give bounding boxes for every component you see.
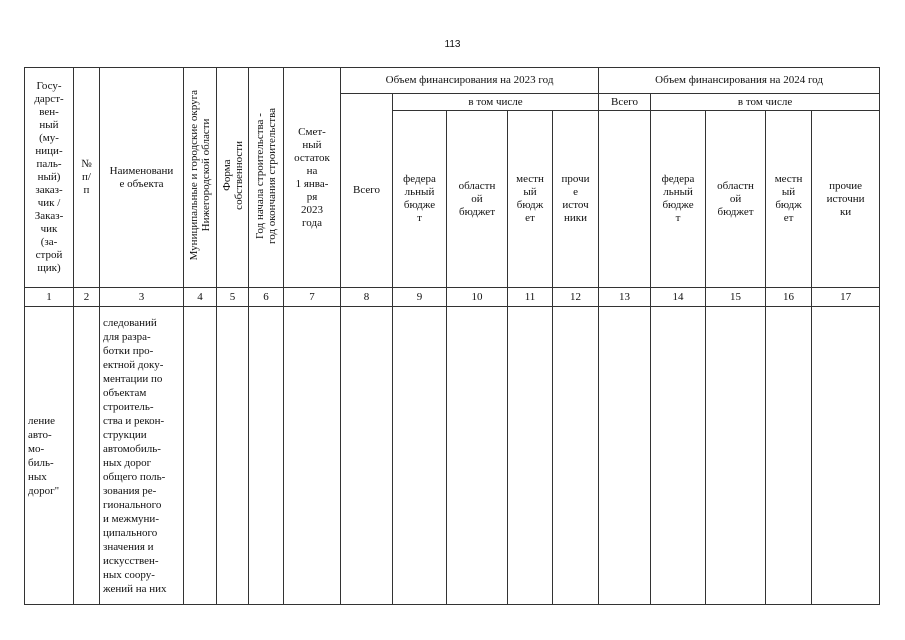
header-including-2023: в том числе	[393, 94, 599, 111]
column-number-row	[25, 288, 880, 307]
empty-cell	[341, 307, 393, 605]
empty-cell	[812, 307, 880, 605]
header-other-2023: прочи е источ ники	[553, 111, 599, 288]
column-number: 14	[651, 288, 706, 307]
column-number: 10	[447, 288, 508, 307]
column-number: 15	[706, 288, 766, 307]
header-total-2024-blank	[599, 111, 651, 288]
financing-table	[24, 67, 880, 605]
table-row	[25, 307, 880, 605]
column-number: 12	[553, 288, 599, 307]
column-number: 9	[393, 288, 447, 307]
header-federal-2023: федера льный бюдже т	[393, 111, 447, 288]
empty-cell	[553, 307, 599, 605]
header-municipality: Муниципальные и городские округа Нижегородской области	[184, 68, 217, 288]
column-number: 4	[184, 288, 217, 307]
header-funding-2023: Объем финансирования на 2023 год	[341, 68, 599, 94]
empty-cell	[447, 307, 508, 605]
header-federal-2024: федера льный бюдже т	[651, 111, 706, 288]
customer-cell: ление авто- мо- биль- ных дорог"	[25, 307, 74, 605]
empty-cell	[249, 307, 284, 605]
column-number: 17	[812, 288, 880, 307]
header-local-2024: местн ый бюдж ет	[766, 111, 812, 288]
header-object-name: Наименовани е объекта	[100, 68, 184, 288]
column-number: 3	[100, 288, 184, 307]
column-number: 8	[341, 288, 393, 307]
empty-cell	[184, 307, 217, 605]
empty-cell	[508, 307, 553, 605]
column-number: 13	[599, 288, 651, 307]
empty-cell	[217, 307, 249, 605]
empty-cell	[766, 307, 812, 605]
column-number: 2	[74, 288, 100, 307]
empty-cell	[599, 307, 651, 605]
header-total-2023: Всего	[341, 94, 393, 288]
column-number: 7	[284, 288, 341, 307]
empty-cell	[651, 307, 706, 605]
column-number: 5	[217, 288, 249, 307]
page-number: 113	[444, 39, 461, 50]
header-total-2024: Всего	[599, 94, 651, 111]
header-including-2024: в том числе	[651, 94, 880, 111]
empty-cell	[706, 307, 766, 605]
column-number: 11	[508, 288, 553, 307]
header-construction-years: Год начала строительства - год окончания строительства	[249, 68, 284, 288]
column-number: 6	[249, 288, 284, 307]
header-regional-2023: областн ой бюджет	[447, 111, 508, 288]
header-local-2023: местн ый бюдж ет	[508, 111, 553, 288]
header-ownership: Форма собственности	[217, 68, 249, 288]
header-funding-2024: Объем финансирования на 2024 год	[599, 68, 880, 94]
header-number: № п/ п	[74, 68, 100, 288]
empty-cell	[393, 307, 447, 605]
header-row-1	[25, 68, 880, 94]
empty-cell	[74, 307, 100, 605]
empty-cell	[284, 307, 341, 605]
header-regional-2024: областн ой бюджет	[706, 111, 766, 288]
object-name-cell: следований для разра- ботки про- ектной доку- ментации по объектам строитель- ства и рекон- струкции автомобиль- ных дорог общего поль- зования ре- гионального и межмуни- ципального значения и искусствен- ных соору- жений на них	[100, 307, 184, 605]
header-customer: Госу- дарст- вен- ный (му- ници- паль- ный) заказ- чик / Заказ- чик (за- строй щик)	[25, 68, 74, 288]
header-estimate-balance: Смет- ный остаток на 1 янва- ря 2023 года	[284, 68, 341, 288]
column-number: 1	[25, 288, 74, 307]
column-number: 16	[766, 288, 812, 307]
header-other-2024: прочие источни ки	[812, 111, 880, 288]
